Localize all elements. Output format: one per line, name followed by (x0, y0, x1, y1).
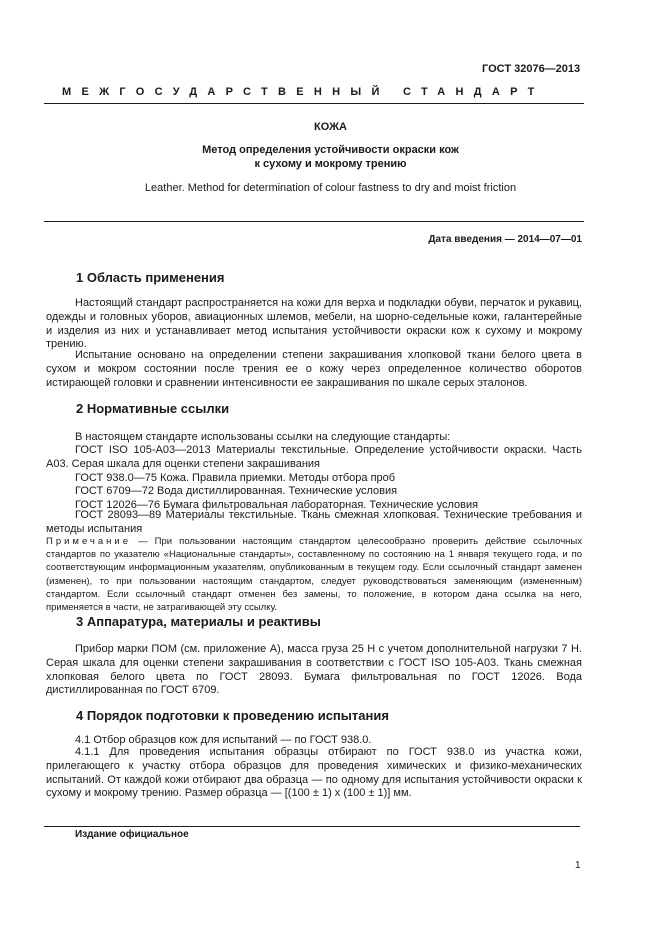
reference-gost-6709: ГОСТ 6709—72 Вода дистиллированная. Технические условия (75, 485, 398, 497)
note-label: Примечание (46, 536, 131, 547)
clause-4-1-1: 4.1.1 Для проведения испытания образцы отбирают по ГОСТ 938.0 из участка кожи, прилегающего к участку отбора образцов для проведения химических и физико-механических испытаний. От каждой кожи отбирают два образца — по одному для испытания устойчивости окраски к сухому и мокрому трению. Размер образца — [(100 ± 1) х (100 ± 1)] мм. (46, 746, 582, 800)
footer-rule (44, 826, 580, 827)
reference-gost-28093: ГОСТ 28093—89 Материалы текстильные. Ткань смежная хлопковая. Технические требования и методы испытания (46, 509, 582, 535)
introduction-date: Дата введения — 2014—07—01 (428, 234, 582, 245)
section-1-heading: 1 Область применения (76, 270, 225, 285)
references-note: Примечание — При пользовании настоящим стандартом целесообразно проверить действие ссылочных стандартов по указателю «Национальные стандарты», составленному по состоянию на 1 января текущего года, и по соответствующим информационным указателям, опубликованным в текущем году. Если ссылочный стандарт заменен (изменен), то при пользовании настоящим стандартом, следует руководствоваться заменяющим (измененным) стандартом. Если ссылочный стандарт отменен без замены, то положение, в котором дана ссылка на него, применяется в части, не затрагивающей эту ссылку. (46, 536, 582, 614)
reference-gost-938: ГОСТ 938.0—75 Кожа. Правила приемки. Методы отбора проб (75, 472, 396, 484)
official-edition-label: Издание официальное (75, 829, 189, 840)
interstate-standard-banner: МЕЖГОСУДАРСТВЕННЫЙ СТАНДАРТ (62, 86, 545, 98)
english-title: Leather. Method for determination of colour fastness to dry and moist friction (144, 182, 517, 194)
reference-iso-105-a03: ГОСТ ISO 105-A03—2013 Материалы текстильные. Определение устойчивости окраски. Часть A03. Серая шкала для оценки степени закрашивания (46, 444, 582, 470)
section-1-paragraph-2: Испытание основано на определении степени закрашивания хлопковой ткани белого цвета в сухом и мокром состоянии после трения ее о кожу через определенное количество оборотов истирающей головки и сравнении интенсивности ее закрашивания по шкале серых эталонов. (46, 349, 582, 389)
clause-4-1: 4.1 Отбор образцов кож для испытаний — по ГОСТ 938.0. (75, 734, 372, 746)
references-intro: В настоящем стандарте использованы ссылки на следующие стандарты: (75, 431, 451, 443)
section-3-paragraph: Прибор марки ПОМ (см. приложение А), масса груза 25 Н с учетом дополнительной нагрузки 7 Н. Серая шкала для оценки степени закрашивания в соответствии с ГОСТ ISO 105-A03. Ткань смежная хлопковая белого цвета по ГОСТ 28093. Бумага фильтровальная по ГОСТ 12026. Вода дистиллированная по ГОСТ 6709. (46, 643, 582, 697)
page-number: 1 (575, 860, 581, 871)
header-rule (44, 103, 584, 104)
document-subtitle-line2: к сухому и мокрому трению (254, 158, 407, 170)
section-4-heading: 4 Порядок подготовки к проведению испытания (76, 708, 389, 723)
document-title: КОЖА (313, 121, 347, 133)
standard-number: ГОСТ 32076—2013 (482, 63, 581, 75)
section-3-heading: 3 Аппаратура, материалы и реактивы (76, 614, 321, 629)
section-2-heading: 2 Нормативные ссылки (76, 401, 230, 416)
document-subtitle-line1: Метод определения устойчивости окраски кож (202, 144, 459, 156)
section-1-paragraph-1: Настоящий стандарт распространяется на кожи для верха и подкладки обуви, перчаток и рукавиц, одежды и головных уборов, авиационных шлемов, мебели, на шорно-седельные кожи, галантерейные и изделия из них и устанавливает метод испытания устойчивости окраски кож к сухому и мокрому трению. (46, 297, 582, 351)
reference-gost-12026: ГОСТ 12026—76 Бумага фильтровальная лабораторная. Технические условия (75, 499, 479, 511)
title-rule (44, 221, 584, 222)
